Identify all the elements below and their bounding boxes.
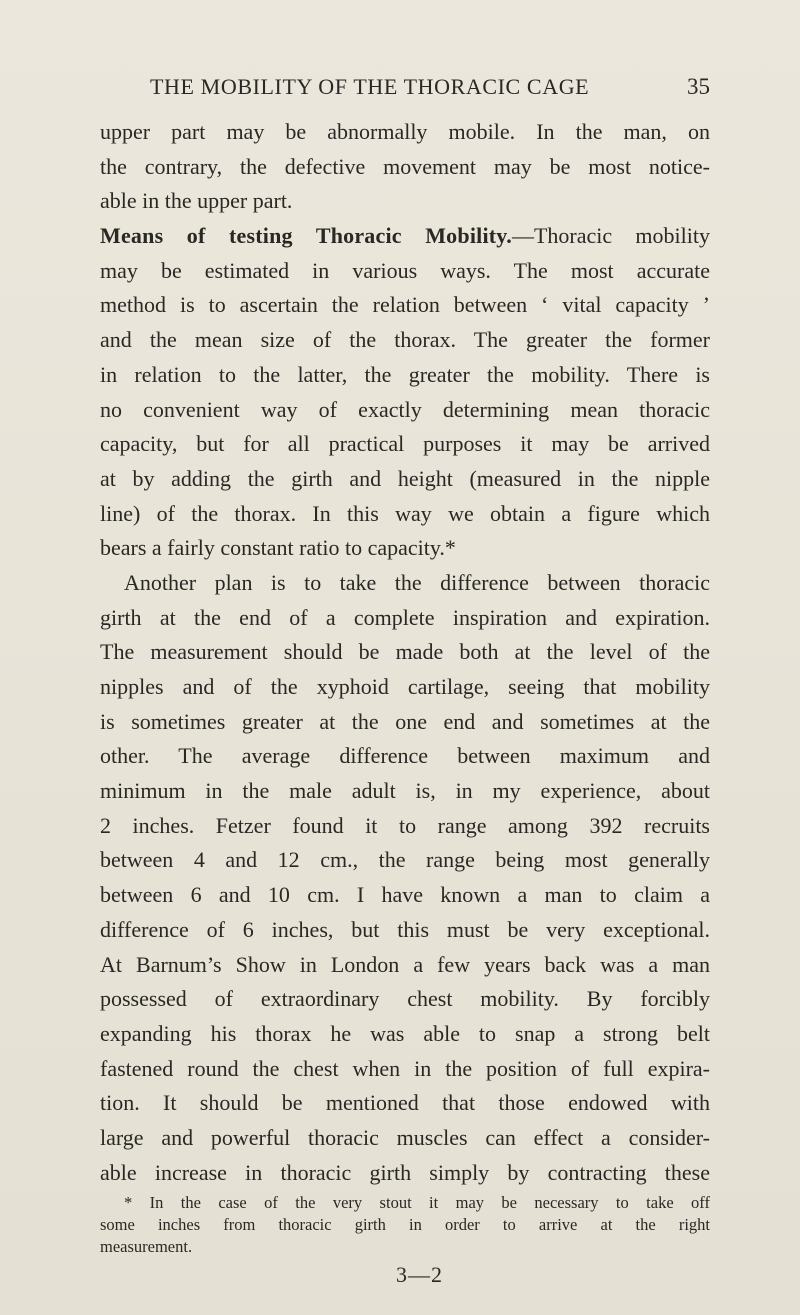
text-line: possessed of extraordinary chest mobility. By forcibly [100,986,710,1012]
text-line: and the mean size of the thorax. The greater the former [100,327,710,353]
footnote-line: * In the case of the very stout it may be necessary to take off [124,1193,710,1212]
text-line: bears a fairly constant ratio to capacity.* [100,535,456,561]
text-line: upper part may be abnormally mobile. In the man, on [100,119,710,144]
text-line: no convenient way of exactly determining mean thoracic [100,396,710,422]
running-head [150,74,710,104]
text-line: large and powerful thoracic muscles can effect a consider- [100,1124,710,1150]
running-title: THE MOBILITY OF THE THORACIC CAGE [150,74,590,99]
text-line: difference of 6 inches, but this must be very exceptional. [100,916,710,942]
text-line: nipples and of the xyphoid cartilage, seeing that mobility [100,674,710,699]
text-line: capacity, but for all practical purposes it may be arrived [100,431,710,457]
text-line: 2 inches. Fetzer found it to range among 392 recruits [100,812,710,838]
text-line: At Barnum’s Show in London a few years back was a man [100,951,710,977]
section-heading-line [100,219,710,254]
text-line: girth at the end of a complete inspiration and expiration. [100,604,710,630]
signature-mark: 3—2 [396,1262,443,1287]
text-line: between 6 and 10 cm. I have known a man to claim a [100,882,710,908]
text-line: The measurement should be made both at the level of the [100,639,710,665]
text-line: at by adding the girth and height (measured in the nipple [100,465,710,491]
text-line: is sometimes greater at the one end and sometimes at the [100,708,710,734]
text-line: fastened round the chest when in the position of full expira- [100,1055,710,1081]
section-heading: Means of testing Thoracic Mobility. [100,223,512,249]
text-line: method is to ascertain the relation between ‘ vital capacity ’ [100,292,710,318]
text-line: minimum in the male adult is, in my experience, about [100,778,710,804]
text-line: between 4 and 12 cm., the range being most generally [100,847,710,873]
text-line: able in the upper part. [100,188,293,214]
text-line: line) of the thorax. In this way we obtain a figure which [100,500,710,526]
text-line: expanding his thorax he was able to snap a strong belt [100,1020,710,1046]
footnote [100,1192,710,1258]
text-line: in relation to the latter, the greater the mobility. There is [100,361,710,387]
text-line: tion. It should be mentioned that those endowed with [100,1090,710,1116]
text-line: may be estimated in various ways. The most accurate [100,257,710,283]
text-line: able increase in thoracic girth simply by contracting these [100,1159,710,1185]
text-line: the contrary, the defective movement may be most notice- [100,153,710,179]
text-line: other. The average difference between maximum and [100,743,710,769]
footnote-line: some inches from thoracic girth in order to arrive at the right [100,1215,710,1234]
text-line: Another plan is to take the difference between thoracic [124,569,710,595]
text-fragment: —Thoracic mobility [511,223,710,249]
footnote-line: measurement. [100,1237,193,1256]
body-text [100,115,710,1190]
page-number: 35 [687,74,710,99]
